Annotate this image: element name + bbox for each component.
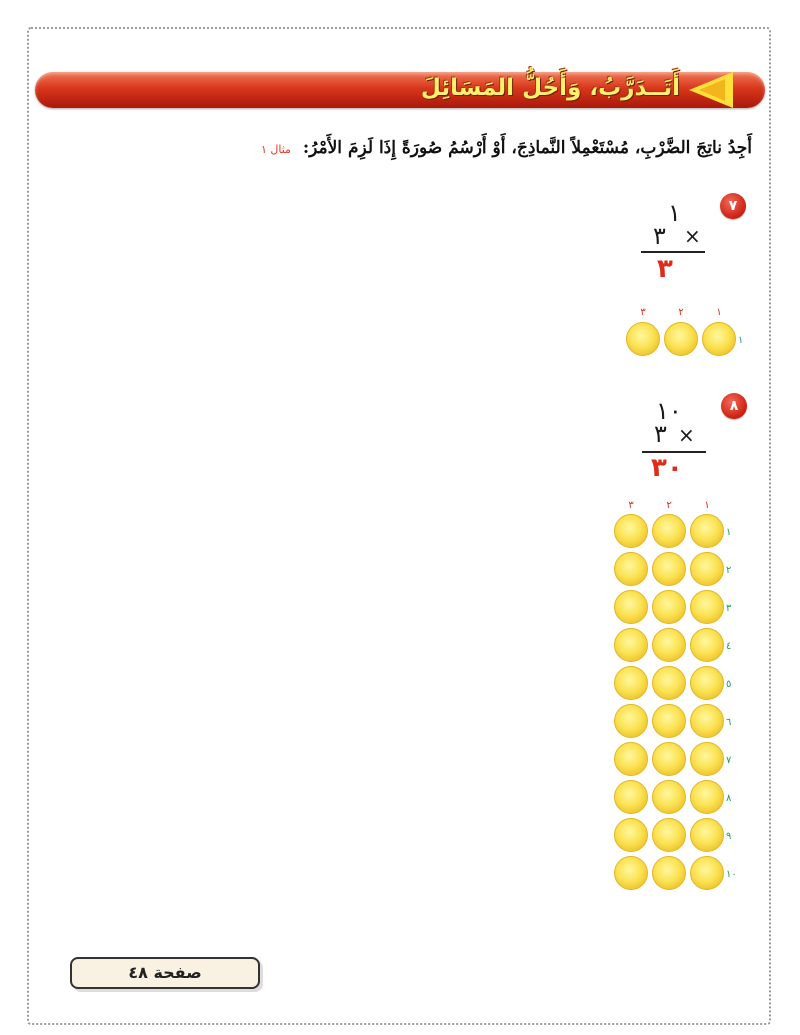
column-label: ١ bbox=[716, 307, 722, 318]
counter-coin bbox=[690, 628, 724, 662]
counter-coin bbox=[614, 780, 648, 814]
counter-coin bbox=[690, 704, 724, 738]
counter-coin bbox=[690, 666, 724, 700]
page-number-box bbox=[70, 957, 260, 989]
counter-coin bbox=[690, 780, 724, 814]
counter-coin bbox=[652, 552, 686, 586]
counter-coin bbox=[652, 628, 686, 662]
row-label: ٥ bbox=[726, 679, 732, 690]
counter-coin bbox=[702, 322, 736, 356]
sum-line bbox=[641, 251, 705, 253]
problem-top-number: ١٠ bbox=[656, 397, 682, 425]
counter-coin bbox=[614, 856, 648, 890]
row-label: ٢ bbox=[726, 565, 732, 576]
problem-answer: ٣ bbox=[657, 254, 673, 284]
problem-multiplier: ٣ bbox=[653, 222, 666, 250]
times-operator: × bbox=[684, 224, 701, 248]
column-label: ٣ bbox=[628, 500, 634, 511]
counter-coin bbox=[664, 322, 698, 356]
row-label: ٧ bbox=[726, 755, 732, 766]
counter-coin bbox=[652, 514, 686, 548]
row-label: ٤ bbox=[726, 641, 732, 652]
column-label: ٢ bbox=[666, 500, 672, 511]
counter-coin bbox=[652, 856, 686, 890]
counter-coin bbox=[614, 818, 648, 852]
counter-coin bbox=[652, 780, 686, 814]
times-operator: × bbox=[678, 423, 695, 447]
instruction bbox=[261, 138, 752, 158]
section-banner bbox=[35, 72, 765, 108]
counter-coin bbox=[614, 514, 648, 548]
row-label: ٩ bbox=[726, 831, 732, 842]
counter-coin bbox=[614, 742, 648, 776]
counter-coin bbox=[614, 552, 648, 586]
page-number: صفحة ٤٨ bbox=[128, 963, 202, 982]
problem-number: ٧ bbox=[720, 193, 746, 219]
problem-answer: ٣٠ bbox=[651, 453, 683, 483]
counter-coin bbox=[614, 628, 648, 662]
row-label: ٦ bbox=[726, 717, 732, 728]
counter-coin bbox=[652, 704, 686, 738]
arrow-icon-inner bbox=[699, 79, 725, 101]
row-label: ١ bbox=[726, 527, 732, 538]
problem-top-number: ١ bbox=[668, 199, 681, 227]
problem-multiplier: ٣ bbox=[654, 420, 667, 448]
counter-coin bbox=[690, 856, 724, 890]
counter-coin bbox=[614, 666, 648, 700]
column-label: ١ bbox=[704, 500, 710, 511]
counter-coin bbox=[652, 590, 686, 624]
instruction-text: أَجِدُ ناتِجَ الضَّرْبِ، مُسْتَعْمِلاً النَّماذِجَ، أَوْ أَرْسُمُ صُورَةً إِذَا لَزِمَ الأَمْرُ: bbox=[302, 138, 752, 158]
counter-coin bbox=[652, 742, 686, 776]
row-label: ١٠ bbox=[726, 869, 737, 880]
problem-number: ٨ bbox=[721, 393, 747, 419]
counter-coin bbox=[690, 818, 724, 852]
counter-coin bbox=[614, 704, 648, 738]
counter-coin bbox=[690, 514, 724, 548]
column-label: ٢ bbox=[678, 307, 684, 318]
counter-coin bbox=[652, 666, 686, 700]
counter-coin bbox=[614, 590, 648, 624]
counter-coin bbox=[690, 590, 724, 624]
row-label: ٣ bbox=[726, 603, 732, 614]
counter-coin bbox=[626, 322, 660, 356]
counter-coin bbox=[652, 818, 686, 852]
example-reference: مثال ١ bbox=[260, 143, 291, 156]
row-label: ٨ bbox=[726, 793, 732, 804]
counter-coin bbox=[690, 552, 724, 586]
counter-coin bbox=[690, 742, 724, 776]
section-title: أَتَــدَرَّبُ، وَأَحُلُّ المَسَائِلَ bbox=[420, 75, 680, 101]
column-label: ٣ bbox=[640, 307, 646, 318]
row-label: ١ bbox=[738, 335, 744, 346]
